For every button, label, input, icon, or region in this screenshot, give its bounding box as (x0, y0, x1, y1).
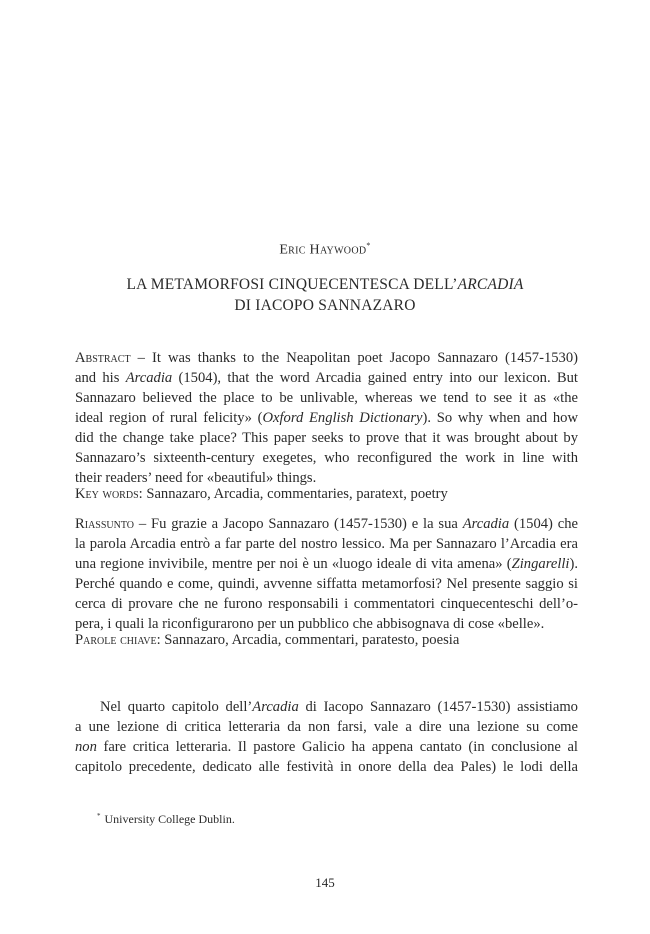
page-number: 145 (315, 875, 335, 890)
abstract-italic: Oxford English Dictionary (262, 410, 423, 426)
riassunto-italic: Zingarelli (511, 556, 570, 572)
riassunto-paragraph (75, 514, 578, 634)
parole-chiave-paragraph (75, 630, 578, 650)
abstract-text: – It was thanks to the Neapolitan poet Jacopo Sannazaro (1457-1530) (130, 350, 578, 366)
abstract-line (75, 408, 578, 428)
riassunto-line: pera, i quali la riconfigurarono per un pubblico che abbisognava di cose «belle». (75, 616, 545, 632)
title-italic: ARCADIA (457, 276, 524, 293)
title-line-2: DI IACOPO SANNAZARO (234, 297, 416, 314)
body-line: a une lezione di critica letteraria da non farsi, vale a dire una lezione su come (75, 719, 578, 735)
riassunto-text: una regione invivibile, mentre per noi è un «luogo ideale di vita amena» ( (75, 556, 512, 572)
riassunto-label: Riassunto (75, 516, 135, 532)
parole-chiave-line (75, 630, 578, 650)
abstract-text: and his (75, 370, 126, 386)
abstract-text: (1504), that the word Arcadia gained entry into our lexicon. But (172, 370, 578, 386)
abstract-paragraph (75, 348, 578, 488)
parole-chiave-label: Parole chiave (75, 632, 157, 648)
riassunto-line (75, 514, 578, 534)
keywords-text: : Sannazaro, Arcadia, commentaries, paratext, poetry (138, 486, 448, 502)
author-text: Eric Haywood (279, 242, 367, 258)
keywords-label: Key words (75, 486, 139, 502)
article-title (0, 274, 650, 316)
abstract-line (75, 368, 578, 388)
footnote (97, 808, 235, 827)
body-paragraph (75, 697, 578, 777)
riassunto-text: ). (569, 556, 578, 572)
abstract-label: Abstract (75, 350, 131, 366)
riassunto-line: Perché quando e come, quindi, avvenne siffatta metamorfosi? Nel presente saggio si (75, 576, 578, 592)
title-line-1 (0, 274, 650, 295)
abstract-line: their readers’ need for «beautiful» things. (75, 470, 317, 486)
riassunto-line: la parola Arcadia entrò a far parte del nostro lessico. Ma per Sannazaro l’Arcadia era (75, 536, 578, 552)
body-italic: Arcadia (252, 699, 299, 715)
riassunto-text: (1504) che (509, 516, 578, 532)
abstract-line: Sannazaro’s sixteenth-century exegetes, who reconfigured the work in line with (75, 450, 578, 466)
body-line (75, 697, 578, 717)
parole-chiave-text: : Sannazaro, Arcadia, commentari, paratesto, poesia (156, 632, 460, 648)
abstract-text: ). So why when and how (422, 410, 579, 426)
footnote-marker[interactable]: * (366, 241, 371, 250)
abstract-text: ideal region of rural felicity» ( (75, 410, 263, 426)
riassunto-line: cerca di provare che ne furono responsabili i commentatori cinquecenteschi dell’o- (75, 596, 578, 612)
abstract-italic: Arcadia (125, 370, 173, 386)
keywords-paragraph (75, 484, 578, 504)
body-text: Nel quarto capitolo dell’ (100, 699, 253, 715)
abstract-line (75, 348, 578, 368)
body-line: capitolo precedente, dedicato alle festività in onore della dea Pales) le lodi della (75, 759, 578, 775)
body-italic: non (75, 739, 97, 755)
abstract-line: did the change take place? This paper seeks to prove that it was brought about by (75, 430, 578, 446)
body-line (75, 737, 578, 757)
abstract-line: Sannazaro believed the place to be unlivable, whereas we tend to see it as «the (75, 390, 578, 406)
riassunto-line (75, 554, 578, 574)
riassunto-italic: Arcadia (462, 516, 510, 532)
riassunto-text: – Fu grazie a Jacopo Sannazaro (1457-1530) e la sua (134, 516, 463, 532)
body-text: fare critica letteraria. Il pastore Galicio ha appena cantato (in conclusione al (96, 739, 578, 755)
title-prefix: LA METAMORFOSI CINQUECENTESCA DELL’ (126, 276, 458, 293)
footnote-marker-bottom: * (97, 812, 101, 820)
author-name (0, 241, 650, 259)
body-text: di Iacopo Sannazaro (1457-1530) assistiamo (298, 699, 578, 715)
keywords-line (75, 484, 578, 504)
footnote-text: University College Dublin. (104, 812, 235, 826)
